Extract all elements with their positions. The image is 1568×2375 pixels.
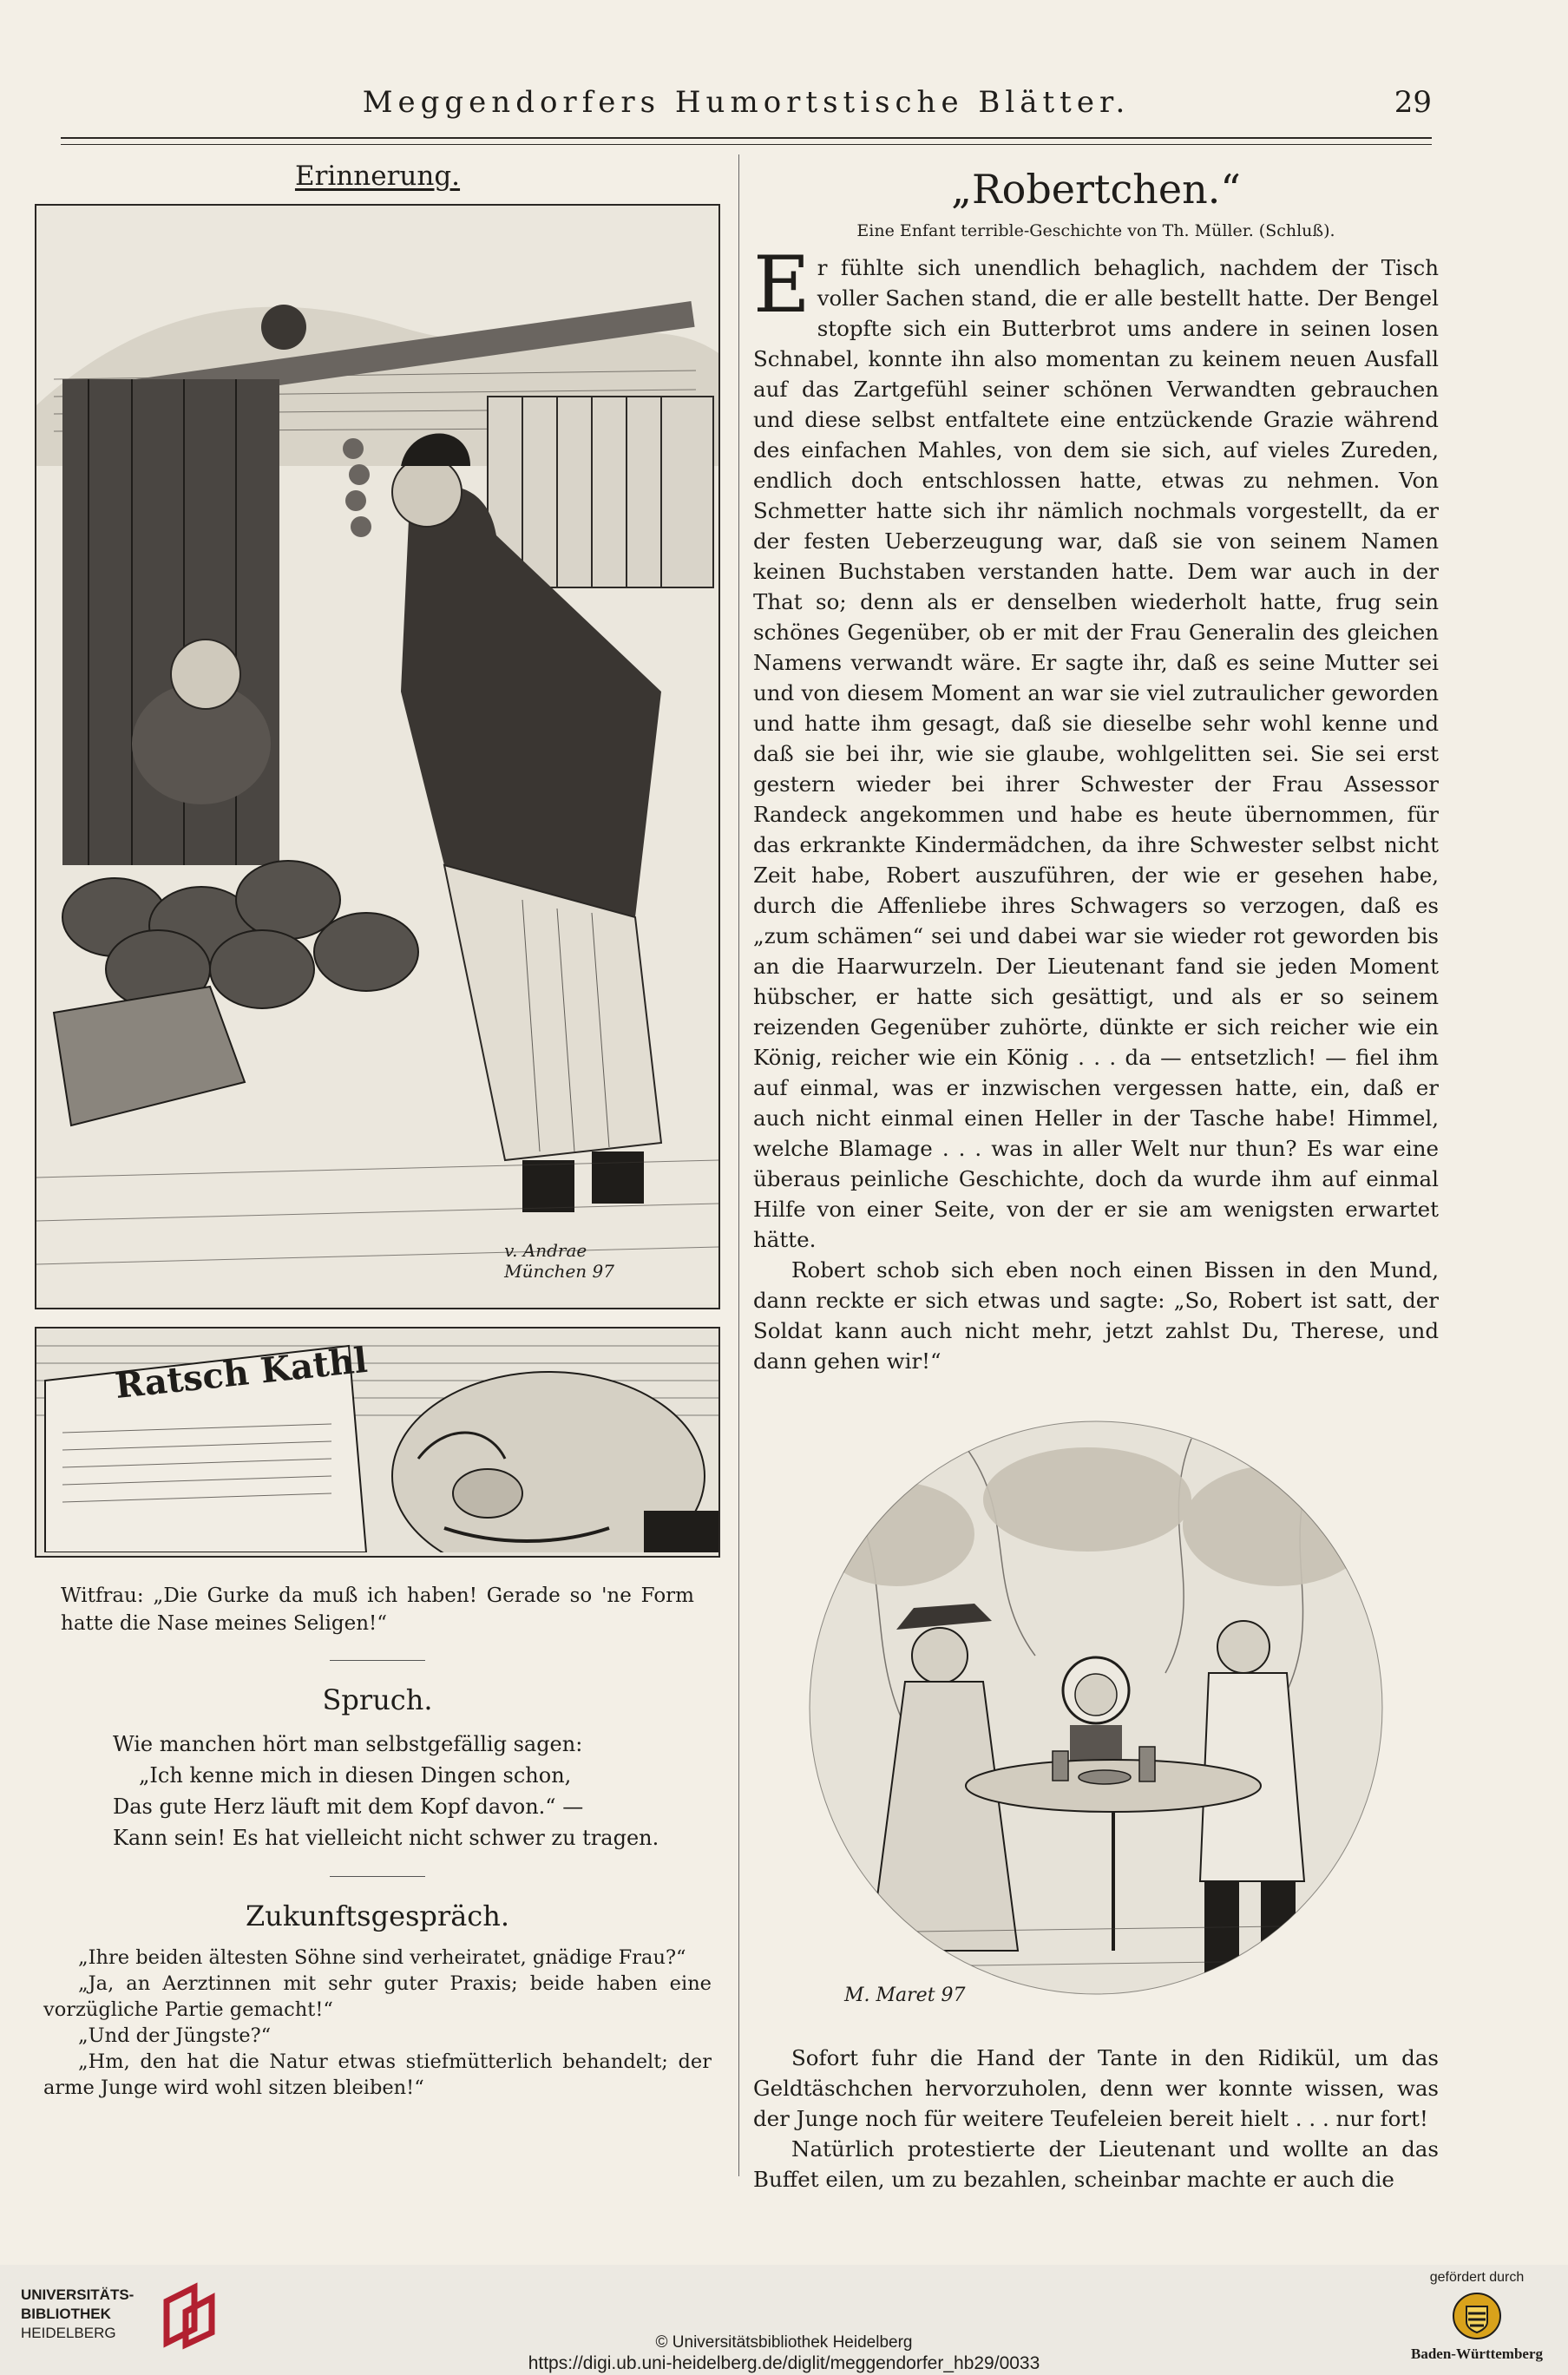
poem-line: Das gute Herz läuft mit dem Kopf davon.“ — bbox=[113, 1794, 584, 1819]
dialog-line: „Ihre beiden ältesten Söhne sind verheiratet, gnädige Frau?“ bbox=[78, 1946, 686, 1969]
story-paragraph: Robert schob sich eben noch einen Bissen in den Mund, dann reckte er sich etwas und sagte: „So, Robert ist satt, der Soldat kann auch nicht mehr, jetzt zahlst Du, Therese, und dann gehen wir!“ bbox=[753, 1257, 1439, 1374]
market-scene-drawing bbox=[36, 206, 718, 1304]
library-name-line: UNIVERSITÄTS- bbox=[21, 2286, 134, 2303]
ratsch-kathl-caption: Witfrau: „Die Gurke da muß ich haben! Gerade so 'ne Form hatte die Nase meines Seligen!“ bbox=[61, 1584, 694, 1635]
erinnerung-title: Erinnerung. bbox=[294, 161, 461, 192]
running-header bbox=[61, 85, 1432, 128]
story-paragraph: Natürlich protestierte der Lieutenant und wollte an das Buffet eilen, um zu bezahlen, scheinbar machte er auch die bbox=[753, 2136, 1439, 2192]
permalink[interactable]: https://digi.ub.uni-heidelberg.de/diglit/meggendorfer_hb29/0033 bbox=[528, 2353, 1040, 2373]
story-body bbox=[753, 239, 1439, 1376]
zukunft-title: Zukunftsgespräch. bbox=[246, 1899, 509, 1932]
drop-cap: E bbox=[753, 239, 810, 331]
illustration-signature: v. Andrae München 97 bbox=[504, 1240, 614, 1282]
story-byline: Eine Enfant terrible-Geschichte von Th. Müller. (Schluß). bbox=[856, 221, 1335, 240]
cafe-illustration bbox=[792, 1395, 1400, 2020]
zukunft-dialog bbox=[35, 1945, 720, 2101]
story-body-continued bbox=[753, 2043, 1439, 2195]
funder-name: Baden-Württemberg bbox=[1410, 2345, 1544, 2362]
digitization-footer bbox=[0, 2265, 1568, 2375]
funder-block bbox=[1403, 2270, 1551, 2363]
poem-line: „Ich kenne mich in diesen Dingen schon, bbox=[139, 1763, 572, 1788]
newspaper-face-drawing bbox=[36, 1329, 718, 1552]
library-name-line: BIBLIOTHEK bbox=[21, 2306, 111, 2322]
story-paragraph: Er fühlte sich unendlich behaglich, nachdem der Tisch voller Sachen stand, die er alle bestellt hatte. Der Bengel stopfte sich ein Butterbrot ums andere in seinen losen Schnabel, konnte ihn also momentan zu keinem neuen Ausfall auf das Zartgefühl seiner schönen Verwandten gebrauchen und diese selbst entfaltete eine entzückende Grazie während des einfachen Mahles, von dem sie sich, auf vieles Zureden, endlich doch entschlossen hatte, etwas zu nehmen. Von Schmetter hatte sich ihr nämlich nochmals vorgestellt, da er der festen Ueberzeugung war, daß sie von seinem Namen keinen Buchstaben verstanden hatte. Dem war auch in der That so; denn als er denselben wiederholt hatte, frug sein schönes Gegenüber, ob er mit der Frau Generalin des gleichen Namens verwandt wäre. Er sagte ihr, daß es seine Mutter sei und von diesem Moment an war sie viel zutraulicher geworden und hatte ihm gesagt, daß sie dieselbe sehr wohl kenne und daß sie bei ihr, wie sie glaube, wohlgelitten sei. Sie sei erst gestern wieder bei ihrer Schwester der Frau Assessor Randeck angekommen und habe es heute übernommen, für das erkrankte Kindermädchen, da ihre Schwester selbst nicht Zeit habe, Robert auszuführen, der wie er gesehen habe, durch die Affenliebe ihres Schwagers so verzogen, daß es „zum schämen“ sei und dabei war sie wieder rot geworden bis an die Haarwurzeln. Der Lieutenant fand sie jeden Moment hübscher, er hatte sich gesättigt, und als er so seinem reizenden Gegenüber zuhörte, dünkte er sich reicher wie ein König, reicher wie ein König . . . da — entsetzlich! — fiel ihm auf einmal, was er inzwischen vergessen hatte, ein, daß er auch nicht einmal einen Heller in der Tasche habe! Himmel, welche Blamage . . . was in aller Welt nur thun? Es war eine überaus peinliche Geschichte, doch da wurde ihm auf einmal Hilfe von einer Seite, von der er sie am wenigsten erwartet hätte. bbox=[753, 239, 1439, 1252]
left-column bbox=[35, 161, 720, 2101]
journal-title: Meggendorfers Humortstische Blätter. bbox=[362, 85, 1131, 120]
copyright-text: © Universitätsbibliothek Heidelberg bbox=[655, 2333, 913, 2352]
cafe-illustration-signature: M. Maret 97 bbox=[844, 1985, 966, 2006]
page-number: 29 bbox=[1394, 85, 1432, 120]
dialog-line: „Ja, an Aerztinnen mit sehr guter Praxis; beide haben eine vorzügliche Partie gemacht!“ bbox=[43, 1972, 712, 2021]
ratsch-kathl-illustration bbox=[35, 1327, 720, 1558]
right-column bbox=[753, 161, 1439, 2195]
column-divider bbox=[738, 154, 739, 2176]
funded-by-label: gefördert durch bbox=[1429, 2270, 1525, 2285]
newspaper-sign: Ratsch Kathl bbox=[113, 1339, 370, 1407]
poem-line: Wie manchen hört man selbstgefällig sagen: bbox=[113, 1732, 583, 1756]
story-title: „Robertchen.“ bbox=[951, 166, 1241, 213]
header-rule-thin bbox=[61, 144, 1432, 145]
story-paragraph: Sofort fuhr die Hand der Tante in den Ridikül, um das Geldtäschchen hervorzuholen, denn wer konnte wissen, was der Junge noch für weitere Teufeleien bereit hielt . . . nur fort! bbox=[753, 2045, 1439, 2131]
market-illustration bbox=[35, 204, 720, 1309]
spruch-title: Spruch. bbox=[322, 1683, 433, 1716]
baden-wuerttemberg-crest-icon bbox=[1451, 2291, 1503, 2341]
spruch-poem bbox=[35, 1729, 720, 1853]
dialog-line: „Hm, den hat die Natur etwas stiefmütterlich behandelt; der arme Junge wird wohl sitzen bleiben!“ bbox=[43, 2050, 712, 2099]
header-rule bbox=[61, 137, 1432, 139]
poem-line: Kann sein! Es hat vielleicht nicht schwer zu tragen. bbox=[113, 1826, 659, 1850]
library-name-line: HEIDELBERG bbox=[21, 2325, 116, 2341]
separator bbox=[330, 1876, 425, 1877]
separator bbox=[330, 1660, 425, 1661]
dialog-line: „Und der Jüngste?“ bbox=[78, 2024, 272, 2047]
cafe-scene-drawing bbox=[792, 1395, 1400, 2020]
